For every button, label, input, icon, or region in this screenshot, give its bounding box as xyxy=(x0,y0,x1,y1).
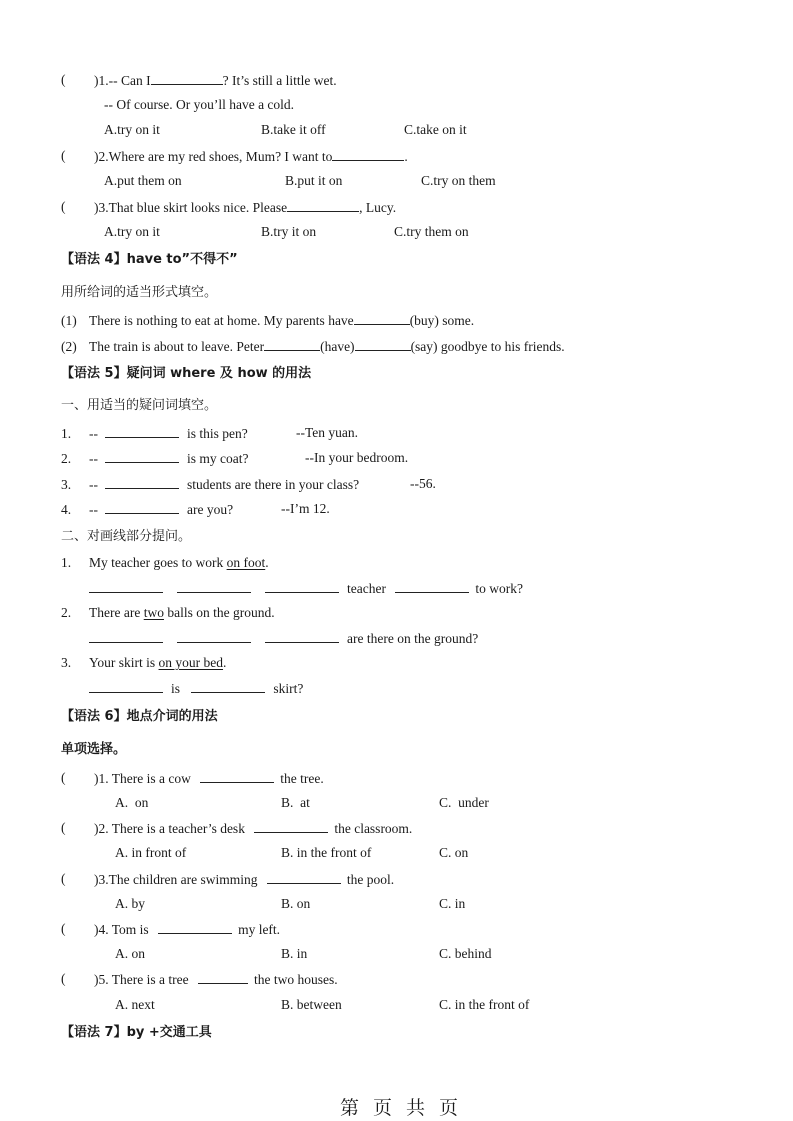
mc-question-4: )4. Tom is my left. xyxy=(94,922,281,937)
answer-blank[interactable] xyxy=(265,630,339,643)
answer-paren: ( xyxy=(61,871,66,886)
mc-question-2: )2. There is a teacher’s desk the classroom. xyxy=(94,821,413,836)
section-heading-g5: 【语法 5】疑问词 where 及 how 的用法 xyxy=(61,366,312,381)
part2-instruction: 二、对画线部分提问。 xyxy=(61,529,192,544)
option-c: C. on xyxy=(439,845,469,860)
question-3: )3.That blue skirt looks nice. Please , Lucy. xyxy=(94,200,397,215)
footer-ye: 页 xyxy=(439,1097,459,1119)
option-a: A. by xyxy=(115,896,145,911)
answer-blank[interactable] xyxy=(354,312,410,325)
option-a: A. in front of xyxy=(115,845,187,860)
statement-2: 2. There are two balls on the ground. xyxy=(61,605,275,620)
wh-question-4: 4. -- are you? xyxy=(61,502,234,517)
option-c: C. behind xyxy=(439,946,492,961)
answer-blank[interactable] xyxy=(355,338,411,351)
answer-blank[interactable] xyxy=(265,580,339,593)
option-c: C. in xyxy=(439,896,466,911)
section-heading-g6: 【语法 6】地点介词的用法 xyxy=(61,709,218,724)
option-a: A. on xyxy=(115,946,145,961)
answer-blank[interactable] xyxy=(105,450,179,463)
option-b: B. in the front of xyxy=(281,845,372,860)
answer-paren: ( xyxy=(61,770,66,785)
question-1: )1.-- Can I ? It’s still a little wet. xyxy=(94,73,337,88)
section-heading-g7: 【语法 7】by +交通工具 xyxy=(61,1025,212,1040)
answer-blank[interactable] xyxy=(287,199,359,212)
option-c: C.try on them xyxy=(421,173,496,188)
answer-blank[interactable] xyxy=(89,580,163,593)
mc-question-3: )3.The children are swimming the pool. xyxy=(94,872,395,887)
mc-question-1: )1. There is a cow the tree. xyxy=(94,771,324,786)
question-1-reply: -- Of course. Or you’ll have a cold. xyxy=(104,97,295,112)
answer-paren: ( xyxy=(61,72,66,87)
answer-blank[interactable] xyxy=(177,580,251,593)
option-a: A.put them on xyxy=(104,173,182,188)
part1-instruction: 一、用适当的疑问词填空。 xyxy=(61,398,218,413)
statement-3: 3. Your skirt is on your bed. xyxy=(61,655,227,670)
option-b: B. in xyxy=(281,946,308,961)
fill-item-1: (1) There is nothing to eat at home. My parents have (buy) some. xyxy=(61,313,475,328)
answer-blank[interactable] xyxy=(198,971,248,984)
option-a: A. next xyxy=(115,997,155,1012)
option-a: A. on xyxy=(115,795,149,810)
section-heading-g4: 【语法 4】have to”不得不” xyxy=(61,252,238,267)
instruction-g6: 单项选择。 xyxy=(61,742,127,757)
answer-blank[interactable] xyxy=(151,72,223,85)
option-c: C.try them on xyxy=(394,224,469,239)
answer-blank[interactable] xyxy=(105,501,179,514)
option-b: B.put it on xyxy=(285,173,343,188)
answer-blank[interactable] xyxy=(191,680,265,693)
wh-question-3: 3. -- students are there in your class? xyxy=(61,477,360,492)
option-b: B. at xyxy=(281,795,310,810)
answer-blank[interactable] xyxy=(267,871,341,884)
answer-paren: ( xyxy=(61,199,66,214)
fill-item-2: (2) The train is about to leave. Peter (have) (say) goodbye to his friends. xyxy=(61,339,565,354)
answer-blank[interactable] xyxy=(332,148,404,161)
answer-blank[interactable] xyxy=(200,770,274,783)
page-footer xyxy=(340,1093,458,1120)
option-b: B.try it on xyxy=(261,224,317,239)
answer-paren: ( xyxy=(61,148,66,163)
mc-question-5: )5. There is a tree the two houses. xyxy=(94,972,338,987)
wh-question-2: 2. -- is my coat? xyxy=(61,451,249,466)
footer-gong: 共 xyxy=(406,1097,426,1119)
rewrite-line-2: are there on the ground? xyxy=(89,630,478,647)
instruction-g4: 用所给词的适当形式填空。 xyxy=(61,285,218,300)
option-a: A.try on it xyxy=(104,122,160,137)
option-b: B. on xyxy=(281,896,311,911)
wh-answer-4: --I’m 12. xyxy=(281,501,330,516)
question-2: )2.Where are my red shoes, Mum? I want to . xyxy=(94,149,408,164)
option-a: A.try on it xyxy=(104,224,160,239)
answer-blank[interactable] xyxy=(105,476,179,489)
wh-answer-3: --56. xyxy=(410,476,436,491)
option-c: C.take on it xyxy=(404,122,467,137)
statement-1: 1. My teacher goes to work on foot. xyxy=(61,555,269,570)
answer-blank[interactable] xyxy=(158,921,232,934)
answer-paren: ( xyxy=(61,921,66,936)
answer-blank[interactable] xyxy=(264,338,320,351)
answer-blank[interactable] xyxy=(89,680,163,693)
wh-answer-2: --In your bedroom. xyxy=(305,450,409,465)
answer-blank[interactable] xyxy=(105,425,179,438)
answer-paren: ( xyxy=(61,820,66,835)
option-b: B. between xyxy=(281,997,342,1012)
footer-di: 第 xyxy=(340,1097,360,1119)
answer-blank[interactable] xyxy=(177,630,251,643)
wh-question-1: 1. -- is this pen? xyxy=(61,426,248,441)
option-c: C. in the front of xyxy=(439,997,530,1012)
answer-paren: ( xyxy=(61,971,66,986)
footer-ye: 页 xyxy=(373,1097,393,1119)
rewrite-line-1: teacher to work? xyxy=(89,580,523,597)
answer-blank[interactable] xyxy=(254,820,328,833)
wh-answer-1: --Ten yuan. xyxy=(296,425,359,440)
answer-blank[interactable] xyxy=(89,630,163,643)
option-c: C. under xyxy=(439,795,489,810)
answer-blank[interactable] xyxy=(395,580,469,593)
rewrite-line-3: is skirt? xyxy=(89,680,303,697)
option-b: B.take it off xyxy=(261,122,326,137)
